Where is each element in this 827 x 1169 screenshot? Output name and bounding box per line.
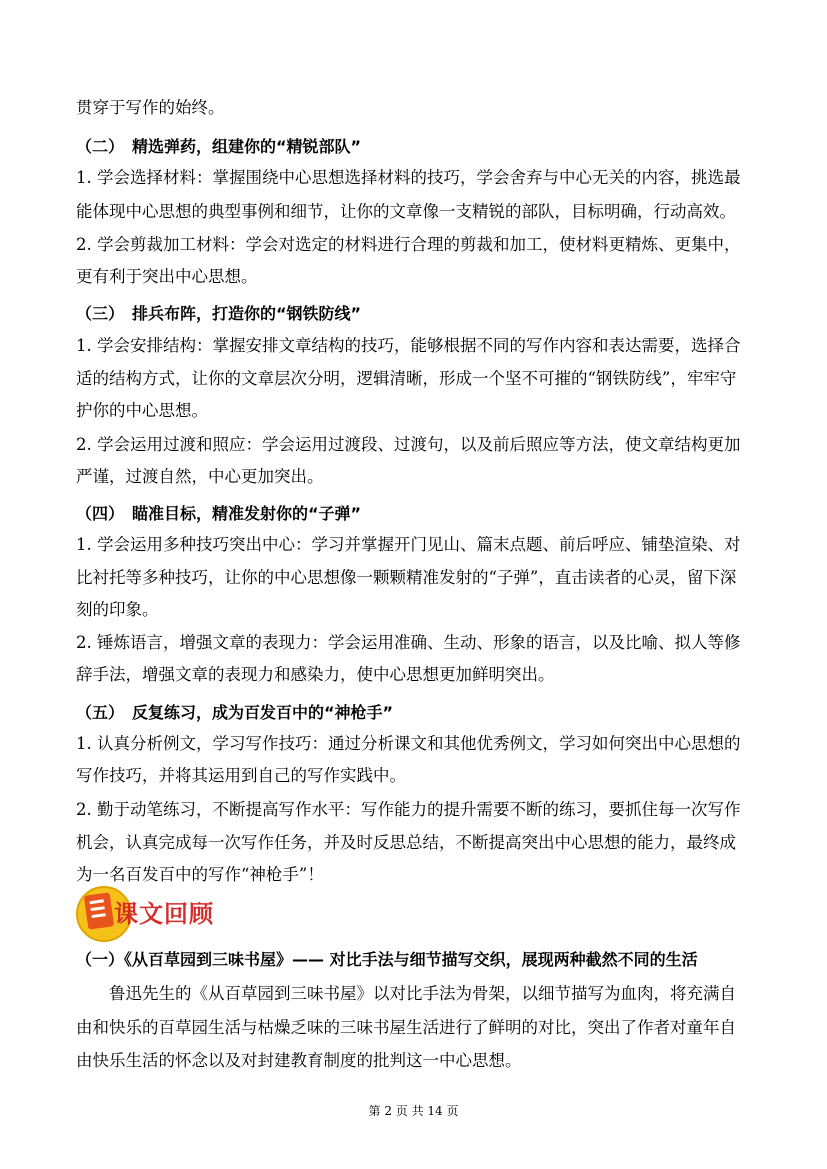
paragraph-line: 2. 锤炼语言，增强文章的表现力：学会运用准确、生动、形象的语言，以及比喻、拟人等修 — [76, 633, 741, 652]
paragraph-line: 1. 学会选择材料：掌握围绕中心思想选择材料的技巧，学会舍弃与中心无关的内容，挑选最 — [76, 168, 741, 187]
section-heading: （四） 瞄准目标，精准发射你的“子弹” — [76, 504, 362, 523]
paragraph-line: 比衬托等多种技巧，让你的中心思想像一颗颗精准发射的“子弹”，直击读者的心灵，留下深 — [76, 568, 737, 587]
paragraph-line: 1. 学会运用多种技巧突出中心：学习并掌握开门见山、篇末点题、前后呼应、铺垫渲染、对 — [76, 535, 741, 554]
paragraph-line: 鲁迅先生的《从百草园到三味书屋》以对比手法为骨架，以细节描写为血肉，将充满自 — [76, 984, 736, 1003]
section-heading: （一）《从百草园到三味书屋》—— 对比手法与细节描写交织，展现两种截然不同的生活 — [76, 950, 698, 969]
paragraph-line: 2. 学会剪裁加工材料：学会对选定的材料进行合理的剪裁和加工，使材料更精炼、更集中， — [76, 235, 741, 254]
paragraph-line: 2. 勤于动笔练习，不断提高写作水平：写作能力的提升需要不断的练习，要抓住每一次写作 — [76, 800, 741, 819]
paragraph-line: 更有利于突出中心思想。 — [76, 267, 258, 286]
section-heading: （五） 反复练习，成为百发百中的“神枪手” — [76, 703, 394, 722]
paragraph-line: 由和快乐的百草园生活与枯燥乏味的三味书屋生活进行了鲜明的对比，突出了作者对童年自 — [76, 1018, 736, 1037]
section-heading: （三） 排兵布阵，打造你的“钢铁防线” — [76, 304, 362, 323]
book-icon — [84, 892, 114, 929]
paragraph-line: 辞手法，增强文章的表现力和感染力，使中心思想更加鲜明突出。 — [76, 665, 555, 684]
paragraph-line: 2. 学会运用过渡和照应：学会运用过渡段、过渡句，以及前后照应等方法，使文章结构更加 — [76, 435, 741, 454]
paragraph-line: 适的结构方式，让你的文章层次分明，逻辑清晰，形成一个坚不可摧的“钢铁防线”，牢牢守 — [76, 369, 737, 388]
page-footer: 第 2 页 共 14 页 — [368, 1104, 459, 1118]
section-banner — [76, 886, 236, 946]
banner-title: 课文回顾 — [114, 900, 214, 928]
paragraph-line: 机会，认真完成每一次写作任务，并及时反思总结，不断提高突出中心思想的能力，最终成 — [76, 833, 736, 852]
paragraph-line: 护你的中心思想。 — [76, 401, 208, 420]
paragraph-line: 由快乐生活的怀念以及对封建教育制度的批判这一中心思想。 — [76, 1051, 522, 1070]
paragraph-line: 1. 学会安排结构：掌握安排文章结构的技巧，能够根据不同的写作内容和表达需要，选择合 — [76, 336, 741, 355]
paragraph-line: 刻的印象。 — [76, 600, 159, 619]
paragraph-line: 为一名百发百中的写作“神枪手”！ — [76, 865, 324, 884]
paragraph-line: 能体现中心思想的典型事例和细节，让你的文章像一支精锐的部队，目标明确，行动高效。 — [76, 202, 736, 221]
paragraph-line: 严谨，过渡自然，中心更加突出。 — [76, 467, 324, 486]
paragraph-line: 写作技巧，并将其运用到自己的写作实践中。 — [76, 766, 406, 785]
paragraph-line: 贯穿于写作的始终。 — [76, 98, 225, 117]
section-heading: （二） 精选弹药，组建你的“精锐部队” — [76, 137, 362, 156]
paragraph-line: 1. 认真分析例文，学习写作技巧：通过分析课文和其他优秀例文，学习如何突出中心思想的 — [76, 734, 741, 753]
